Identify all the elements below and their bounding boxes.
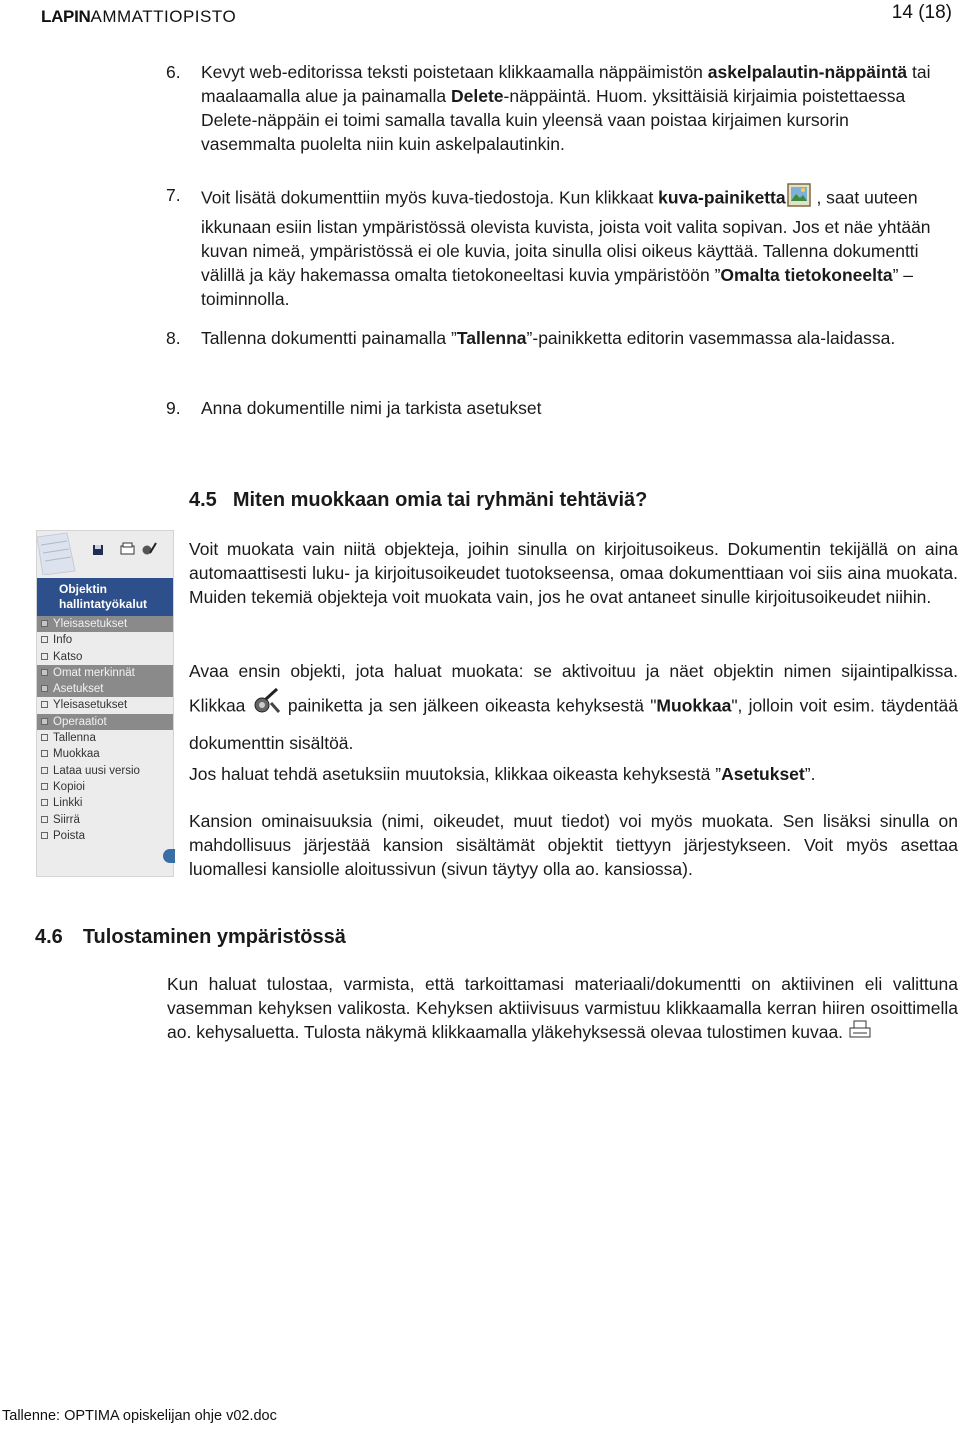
section-4-5-paragraph-3: Jos haluat tehdä asetuksiin muutoksia, klikkaa oikeasta kehyksestä ”Asetukset”.	[189, 764, 816, 784]
image-icon	[786, 183, 812, 215]
item-6-text: Kevyt web-editorissa teksti poistetaan klikkaamalla näppäimistön askelpalautin-näppäintä tai maalaamalla alue ja painamalla Delete-näppäintä. Huom. yksittäisiä kirjaimia poistettaessa Delete-näppäin ei toimi samalla tavalla kuin yleensä vaan poistaa kirjaimen kursorin vasemmalta puolelta niin kuin askelpalautinkin.	[201, 62, 931, 154]
menu-item-kopioi[interactable]: Kopioi	[37, 779, 173, 795]
section-4-6-paragraph-1: Kun haluat tulostaa, varmista, että tarkoittamasi materiaali/dokumentti on aktiivinen eli valittuna vasemman kehyksen valikosta. Kehyksen aktiivisuus varmistuu klikkaamalla kerran hiiren osoittimella ao. kehysaluetta. Tulosta näkymä klikkaamalla yläkehyksessä olevaa tulostimen kuvaa.	[167, 972, 958, 1046]
menu-item-yleisasetukset-2[interactable]: Yleisasetukset	[37, 697, 173, 713]
menu-item-tallenna[interactable]: Tallenna	[37, 730, 173, 746]
section-4-6-title: Tulostaminen ympäristössä	[82, 926, 346, 948]
bullet-icon	[41, 669, 48, 676]
bullet-icon	[41, 767, 48, 774]
menu-title: Objektin hallintatyökalut	[37, 578, 173, 616]
bullet-icon	[41, 816, 48, 823]
section-4-6-heading	[35, 926, 346, 949]
section-4-6-number: 4.6	[35, 926, 63, 948]
menu-item-omat-merkinnat[interactable]: Omat merkinnät	[37, 665, 173, 681]
bullet-icon	[41, 636, 48, 643]
menu-item-info[interactable]: Info	[37, 632, 173, 648]
menu-item-siirra[interactable]: Siirrä	[37, 812, 173, 828]
tools-icon	[252, 687, 282, 727]
item-7-number: 7.	[166, 185, 181, 205]
bullet-icon	[41, 734, 48, 741]
section-4-5-paragraph-4: Kansion ominaisuuksia (nimi, oikeudet, muut tiedot) voi myös muokata. Sen lisäksi sinulla on mahdollisuus järjestää kansion sisältämät objektit tiettyyn järjestykseen. Voit myös asettaa luomallesi kansiolle aloitussivun (sivun täytyy olla ao. kansiossa).	[189, 811, 958, 879]
menu-item-yleisasetukset[interactable]: Yleisasetukset	[37, 616, 173, 632]
bullet-icon	[41, 718, 48, 725]
menu-item-linkki[interactable]: Linkki	[37, 795, 173, 811]
bullet-icon	[41, 701, 48, 708]
menu-item-lataa-uusi-versio[interactable]: Lataa uusi versio	[37, 763, 173, 779]
logo-bold: LAPIN	[41, 7, 91, 26]
menu-item-list	[37, 616, 173, 844]
item-8-number: 8.	[166, 328, 181, 348]
menu-item-poista[interactable]: Poista	[37, 828, 173, 844]
item-7-text: Voit lisätä dokumenttiin myös kuva-tiedostoja. Kun klikkaat kuva-painiketta , saat uuteen ikkunaan esiin listan ympäristössä olevista kuvista, joista voit valita sopivan. Jos et näe yhtään kuvan nimeä, ympäristössä ei ole kuvia, joita sinulla olisi oikeus käyttää. Tallenna dokumentti välillä ja käy hakemassa omalta tietokoneeltasi kuvia ympäristöön ”Omalta tietokoneelta” –toiminnolla.	[201, 183, 958, 311]
menu-item-asetukset[interactable]: Asetukset	[37, 681, 173, 697]
bullet-icon	[41, 799, 48, 806]
section-4-5-heading	[189, 489, 647, 512]
footer: Tallenne: OPTIMA opiskelijan ohje v02.doc	[2, 1408, 277, 1424]
section-4-5-paragraph-2: Avaa ensin objekti, jota haluat muokata: se aktivoituu ja näet objektin nimen sijaintipalkissa. Klikkaa painiketta ja sen jälkeen oikeasta kehyksestä "Muokkaa", jolloin voit esim. täydentää dokumenttin sisältöä.	[189, 661, 958, 753]
menu-item-muokkaa[interactable]: Muokkaa	[37, 746, 173, 762]
item-9-number: 9.	[166, 398, 181, 418]
page-number: 14 (18)	[891, 2, 952, 23]
bullet-icon	[41, 620, 48, 627]
object-tools-menu	[36, 530, 174, 877]
logo-rest: AMMATTIOPISTO	[90, 7, 237, 26]
globe-icon	[163, 849, 175, 863]
bullet-icon	[41, 685, 48, 692]
section-4-5-paragraph-1: Voit muokata vain niitä objekteja, joihin sinulla on kirjoitusoikeus. Dokumentin tekijällä on aina automaattisesti luku- ja kirjoitusoikeudet tuotokseensa, omaa dokumenttiaan voi siis aina muokata. Muiden tekemiä objekteja voit muokata vain, jos he ovat antaneet sinulle kirjoitusoikeudet niihin.	[189, 539, 958, 607]
bullet-icon	[41, 750, 48, 757]
menu-item-katso[interactable]: Katso	[37, 649, 173, 665]
menu-item-operaatiot[interactable]: Operaatiot	[37, 714, 173, 730]
logo	[41, 7, 236, 27]
item-9-text: Anna dokumentille nimi ja tarkista asetukset	[201, 398, 542, 418]
section-4-5-title: Miten muokkaan omia tai ryhmäni tehtäviä?	[232, 489, 648, 511]
item-6-number: 6.	[166, 62, 181, 82]
item-8-text: Tallenna dokumentti painamalla ”Tallenna”-painikketta editorin vasemmassa ala-laidassa.	[201, 328, 896, 348]
bullet-icon	[41, 832, 48, 839]
section-4-5-number: 4.5	[189, 489, 217, 511]
printer-icon	[848, 1020, 872, 1046]
menu-toolbar	[37, 531, 173, 575]
bullet-icon	[41, 783, 48, 790]
bullet-icon	[41, 653, 48, 660]
